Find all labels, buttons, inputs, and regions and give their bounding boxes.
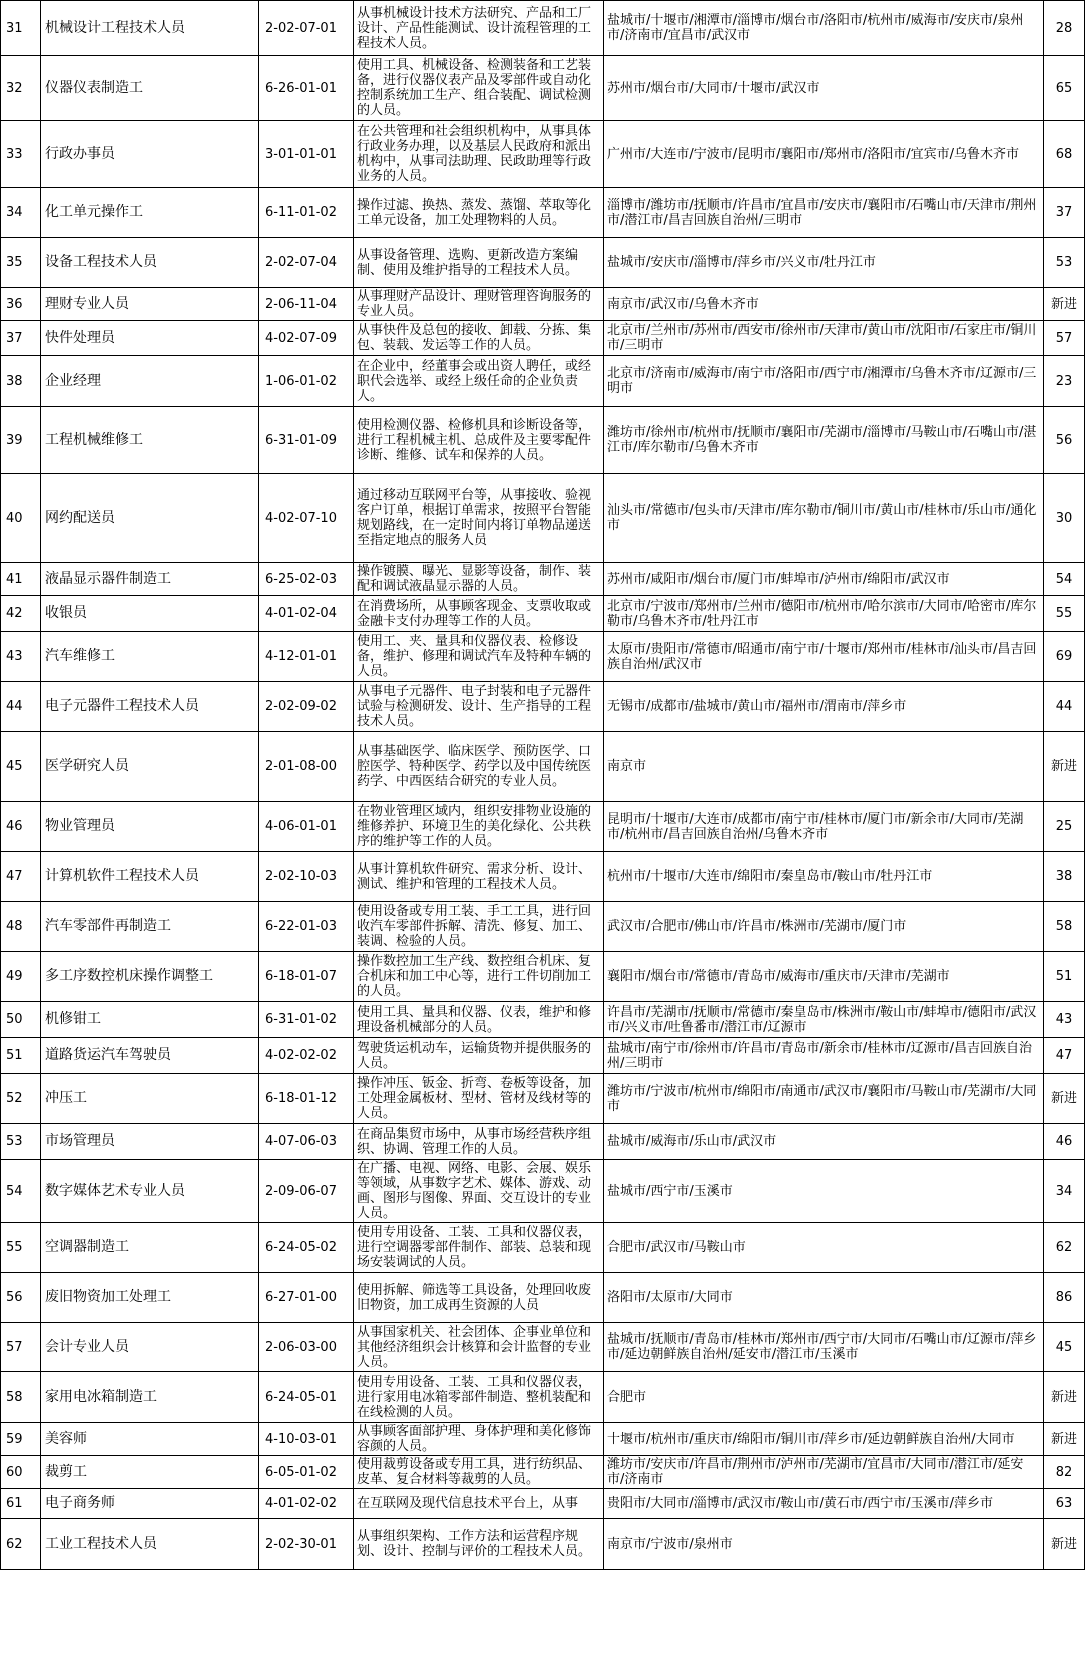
row-number: 43	[1, 632, 41, 682]
table-row	[1, 238, 1085, 288]
occupation-code: 6-25-02-03	[259, 563, 354, 596]
table-row	[1, 1, 1085, 56]
occupation-code: 4-02-02-02	[259, 1038, 354, 1074]
occupation-description: 通过移动互联网平台等，从事接收、验视客户订单，根据订单需求，按照平台智能规划路线，在一定时间内将订单物品递送至指定地点的服务人员	[354, 474, 604, 563]
city-list: 杭州市/十堰市/大连市/绵阳市/秦皇岛市/鞍山市/牡丹江市	[604, 852, 1044, 902]
occupation-description: 使用裁剪设备或专用工具，进行纺织品、皮革、复合材料等裁剪的人员。	[354, 1456, 604, 1489]
occupation-code: 2-02-09-02	[259, 682, 354, 732]
city-list: 贵阳市/大同市/淄博市/武汉市/鞍山市/黄石市/西宁市/玉溪市/萍乡市	[604, 1489, 1044, 1519]
row-number: 48	[1, 902, 41, 952]
rank-value: 55	[1044, 596, 1085, 632]
occupation-name: 电子商务师	[41, 1489, 259, 1519]
occupation-name: 道路货运汽车驾驶员	[41, 1038, 259, 1074]
city-list: 合肥市/武汉市/马鞍山市	[604, 1223, 1044, 1273]
rank-value: 43	[1044, 1002, 1085, 1038]
rank-value: 63	[1044, 1489, 1085, 1519]
occupation-name: 机修钳工	[41, 1002, 259, 1038]
city-list: 苏州市/咸阳市/烟台市/厦门市/蚌埠市/泸州市/绵阳市/武汉市	[604, 563, 1044, 596]
row-number: 34	[1, 188, 41, 238]
city-list: 潍坊市/安庆市/许昌市/荆州市/泸州市/芜湖市/宜昌市/大同市/潜江市/延安市/济南市	[604, 1456, 1044, 1489]
table-row	[1, 952, 1085, 1002]
occupation-code: 2-01-08-00	[259, 732, 354, 802]
row-number: 33	[1, 121, 41, 188]
rank-value: 37	[1044, 188, 1085, 238]
table-row	[1, 852, 1085, 902]
occupation-name: 数字媒体艺术专业人员	[41, 1160, 259, 1223]
occupation-description: 从事快件及总包的接收、卸载、分拣、集包、装载、发运等工作的人员。	[354, 321, 604, 356]
city-list: 淄博市/潍坊市/抚顺市/许昌市/宜昌市/安庆市/襄阳市/石嘴山市/天津市/荆州市/潜江市/昌吉回族自治州/三明市	[604, 188, 1044, 238]
occupation-name: 理财专业人员	[41, 288, 259, 321]
row-number: 56	[1, 1273, 41, 1323]
occupation-description: 从事组织架构、工作方法和运营程序规划、设计、控制与评价的工程技术人员。	[354, 1519, 604, 1570]
occupation-name: 电子元器件工程技术人员	[41, 682, 259, 732]
occupation-name: 会计专业人员	[41, 1323, 259, 1372]
occupation-description: 操作数控加工生产线、数控组合机床、复合机床和加工中心等，进行工件切削加工的人员。	[354, 952, 604, 1002]
city-list: 南京市/武汉市/乌鲁木齐市	[604, 288, 1044, 321]
rank-value: 65	[1044, 56, 1085, 121]
rank-value: 54	[1044, 563, 1085, 596]
occupation-name: 物业管理员	[41, 802, 259, 852]
row-number: 36	[1, 288, 41, 321]
city-list: 盐城市/威海市/乐山市/武汉市	[604, 1124, 1044, 1160]
occupation-code: 4-12-01-01	[259, 632, 354, 682]
occupation-description: 在互联网及现代信息技术平台上，从事	[354, 1489, 604, 1519]
occupation-code: 1-06-01-02	[259, 356, 354, 407]
city-list: 南京市/宁波市/泉州市	[604, 1519, 1044, 1570]
occupation-code: 2-02-30-01	[259, 1519, 354, 1570]
occupation-code: 2-09-06-07	[259, 1160, 354, 1223]
occupation-description: 在商品集贸市场中，从事市场经营秩序组织、协调、管理工作的人员。	[354, 1124, 604, 1160]
occupation-code: 6-31-01-02	[259, 1002, 354, 1038]
occupation-description: 从事设备管理、选购、更新改造方案编制、使用及维护指导的工程技术人员。	[354, 238, 604, 288]
table-row	[1, 356, 1085, 407]
table-row	[1, 56, 1085, 121]
city-list: 潍坊市/徐州市/杭州市/抚顺市/襄阳市/芜湖市/淄博市/马鞍山市/石嘴山市/湛江市/库尔勒市/乌鲁木齐市	[604, 407, 1044, 474]
row-number: 55	[1, 1223, 41, 1273]
table-row	[1, 1160, 1085, 1223]
rank-value: 68	[1044, 121, 1085, 188]
table-row	[1, 596, 1085, 632]
table-row	[1, 121, 1085, 188]
city-list: 盐城市/十堰市/湘潭市/淄博市/烟台市/洛阳市/杭州市/威海市/安庆市/泉州市/济南市/宜昌市/武汉市	[604, 1, 1044, 56]
table-row	[1, 732, 1085, 802]
occupation-code: 6-18-01-07	[259, 952, 354, 1002]
occupation-description: 在广播、电视、网络、电影、会展、娱乐等领域，从事数字艺术、媒体、游戏、动画、图形与图像、界面、交互设计的专业人员。	[354, 1160, 604, 1223]
rank-value: 56	[1044, 407, 1085, 474]
row-number: 51	[1, 1038, 41, 1074]
row-number: 40	[1, 474, 41, 563]
row-number: 58	[1, 1372, 41, 1423]
city-list: 盐城市/抚顺市/青岛市/桂林市/郑州市/西宁市/大同市/石嘴山市/辽源市/萍乡市/延边朝鲜族自治州/延安市/潜江市/玉溪市	[604, 1323, 1044, 1372]
table-row	[1, 288, 1085, 321]
row-number: 31	[1, 1, 41, 56]
rank-value: 86	[1044, 1273, 1085, 1323]
occupation-name: 快件处理员	[41, 321, 259, 356]
city-list: 洛阳市/太原市/大同市	[604, 1273, 1044, 1323]
row-number: 54	[1, 1160, 41, 1223]
occupation-name: 计算机软件工程技术人员	[41, 852, 259, 902]
table-row	[1, 682, 1085, 732]
row-number: 42	[1, 596, 41, 632]
row-number: 61	[1, 1489, 41, 1519]
city-list: 盐城市/西宁市/玉溪市	[604, 1160, 1044, 1223]
rank-value: 28	[1044, 1, 1085, 56]
occupation-name: 废旧物资加工处理工	[41, 1273, 259, 1323]
occupation-name: 设备工程技术人员	[41, 238, 259, 288]
city-list: 南京市	[604, 732, 1044, 802]
occupation-code: 4-01-02-04	[259, 596, 354, 632]
rank-value: 30	[1044, 474, 1085, 563]
row-number: 62	[1, 1519, 41, 1570]
table-row	[1, 407, 1085, 474]
occupation-name: 企业经理	[41, 356, 259, 407]
rank-value: 82	[1044, 1456, 1085, 1489]
rank-value: 34	[1044, 1160, 1085, 1223]
occupation-description: 从事机械设计技术方法研究、产品和工厂设计、产品性能测试、设计流程管理的工程技术人员。	[354, 1, 604, 56]
occupation-description: 使用设备或专用工装、手工工具，进行回收汽车零部件拆解、清洗、修复、加工、装调、检验的人员。	[354, 902, 604, 952]
rank-value: 62	[1044, 1223, 1085, 1273]
occupation-name: 美容师	[41, 1423, 259, 1456]
rank-value: 23	[1044, 356, 1085, 407]
city-list: 昆明市/十堰市/大连市/成都市/南宁市/桂林市/厦门市/新余市/大同市/芜湖市/杭州市/昌吉回族自治州/乌鲁木齐市	[604, 802, 1044, 852]
city-list: 北京市/宁波市/郑州市/兰州市/德阳市/杭州市/哈尔滨市/大同市/哈密市/库尔勒市/乌鲁木齐市/牡丹江市	[604, 596, 1044, 632]
occupation-name: 工业工程技术人员	[41, 1519, 259, 1570]
occupation-code: 4-02-07-09	[259, 321, 354, 356]
occupation-description: 从事计算机软件研究、需求分析、设计、测试、维护和管理的工程技术人员。	[354, 852, 604, 902]
occupation-code: 6-18-01-12	[259, 1074, 354, 1124]
row-number: 44	[1, 682, 41, 732]
occupation-description: 使用工具、机械设备、检测装备和工艺装备，进行仪器仪表产品及零部件或自动化控制系统加工生产、组合装配、调试检测的人员。	[354, 56, 604, 121]
table-row	[1, 1273, 1085, 1323]
occupation-code: 4-10-03-01	[259, 1423, 354, 1456]
row-number: 37	[1, 321, 41, 356]
city-list: 太原市/贵阳市/常德市/昭通市/南宁市/十堰市/郑州市/桂林市/汕头市/昌吉回族自治州/武汉市	[604, 632, 1044, 682]
row-number: 45	[1, 732, 41, 802]
city-list: 襄阳市/烟台市/常德市/青岛市/威海市/重庆市/天津市/芜湖市	[604, 952, 1044, 1002]
occupation-name: 汽车零部件再制造工	[41, 902, 259, 952]
occupation-description: 操作镀膜、曝光、显影等设备，制作、装配和调试液晶显示器的人员。	[354, 563, 604, 596]
row-number: 32	[1, 56, 41, 121]
occupation-code: 2-06-11-04	[259, 288, 354, 321]
rank-value: 新进	[1044, 1519, 1085, 1570]
occupation-name: 市场管理员	[41, 1124, 259, 1160]
occupation-code: 4-06-01-01	[259, 802, 354, 852]
occupation-description: 在公共管理和社会组织机构中，从事具体行政业务办理，以及基层人民政府和派出机构中，从事司法助理、民政助理等行政业务的人员。	[354, 121, 604, 188]
rank-value: 新进	[1044, 1074, 1085, 1124]
table-row	[1, 321, 1085, 356]
table-row	[1, 632, 1085, 682]
rank-value: 新进	[1044, 1423, 1085, 1456]
city-list: 合肥市	[604, 1372, 1044, 1423]
row-number: 41	[1, 563, 41, 596]
table-row	[1, 1372, 1085, 1423]
city-list: 武汉市/合肥市/佛山市/许昌市/株洲市/芜湖市/厦门市	[604, 902, 1044, 952]
row-number: 49	[1, 952, 41, 1002]
occupation-description: 在企业中，经董事会或出资人聘任，或经职代会选举、或经上级任命的企业负责人。	[354, 356, 604, 407]
table-row	[1, 1456, 1085, 1489]
row-number: 59	[1, 1423, 41, 1456]
city-list: 北京市/兰州市/苏州市/西安市/徐州市/天津市/黄山市/沈阳市/石家庄市/铜川市/三明市	[604, 321, 1044, 356]
row-number: 38	[1, 356, 41, 407]
city-list: 盐城市/南宁市/徐州市/许昌市/青岛市/新余市/桂林市/辽源市/昌吉回族自治州/三明市	[604, 1038, 1044, 1074]
occupation-name: 家用电冰箱制造工	[41, 1372, 259, 1423]
occupation-name: 机械设计工程技术人员	[41, 1, 259, 56]
occupation-description: 使用工、夹、量具和仪器仪表、检修设备，维护、修理和调试汽车及特种车辆的人员。	[354, 632, 604, 682]
occupation-description: 从事基础医学、临床医学、预防医学、口腔医学、特种医学、药学以及中国传统医药学、中西医结合研究的专业人员。	[354, 732, 604, 802]
occupation-code: 6-22-01-03	[259, 902, 354, 952]
rank-value: 57	[1044, 321, 1085, 356]
rank-value: 45	[1044, 1323, 1085, 1372]
occupation-name: 裁剪工	[41, 1456, 259, 1489]
rank-value: 51	[1044, 952, 1085, 1002]
table-row	[1, 563, 1085, 596]
city-list: 无锡市/成都市/盐城市/黄山市/福州市/渭南市/萍乡市	[604, 682, 1044, 732]
city-list: 汕头市/常德市/包头市/天津市/库尔勒市/铜川市/黄山市/桂林市/乐山市/通化市	[604, 474, 1044, 563]
table-row	[1, 1038, 1085, 1074]
table-row	[1, 1074, 1085, 1124]
table-body	[1, 1, 1085, 1570]
row-number: 39	[1, 407, 41, 474]
rank-value: 53	[1044, 238, 1085, 288]
occupation-name: 仪器仪表制造工	[41, 56, 259, 121]
occupation-code: 6-27-01-00	[259, 1273, 354, 1323]
occupation-code: 6-11-01-02	[259, 188, 354, 238]
row-number: 47	[1, 852, 41, 902]
table-row	[1, 188, 1085, 238]
occupation-description: 使用拆解、筛选等工具设备，处理回收废旧物资，加工成再生资源的人员	[354, 1273, 604, 1323]
city-list: 潍坊市/宁波市/杭州市/绵阳市/南通市/武汉市/襄阳市/马鞍山市/芜湖市/大同市	[604, 1074, 1044, 1124]
occupation-code: 6-26-01-01	[259, 56, 354, 121]
rank-value: 新进	[1044, 732, 1085, 802]
occupation-code: 4-07-06-03	[259, 1124, 354, 1160]
row-number: 46	[1, 802, 41, 852]
occupation-code: 2-02-07-01	[259, 1, 354, 56]
rank-value: 69	[1044, 632, 1085, 682]
row-number: 50	[1, 1002, 41, 1038]
occupation-name: 工程机械维修工	[41, 407, 259, 474]
city-list: 苏州市/烟台市/大同市/十堰市/武汉市	[604, 56, 1044, 121]
row-number: 52	[1, 1074, 41, 1124]
occupation-code: 6-24-05-02	[259, 1223, 354, 1273]
occupation-description: 操作冲压、钣金、折弯、卷板等设备，加工处理金属板材、型材、管材及线材等的人员。	[354, 1074, 604, 1124]
occupation-name: 化工单元操作工	[41, 188, 259, 238]
occupation-name: 收银员	[41, 596, 259, 632]
rank-value: 44	[1044, 682, 1085, 732]
city-list: 盐城市/安庆市/淄博市/萍乡市/兴义市/牡丹江市	[604, 238, 1044, 288]
rank-value: 38	[1044, 852, 1085, 902]
occupation-description: 操作过滤、换热、蒸发、蒸馏、萃取等化工单元设备，加工处理物料的人员。	[354, 188, 604, 238]
row-number: 35	[1, 238, 41, 288]
rank-value: 58	[1044, 902, 1085, 952]
occupation-description: 在物业管理区域内，组织安排物业设施的维修养护、环境卫生的美化绿化、公共秩序的维护等工作的人员。	[354, 802, 604, 852]
table-row	[1, 1423, 1085, 1456]
occupation-description: 使用检测仪器、检修机具和诊断设备等，进行工程机械主机、总成件及主要零配件诊断、维修、试车和保养的人员。	[354, 407, 604, 474]
rank-value: 新进	[1044, 1372, 1085, 1423]
row-number: 53	[1, 1124, 41, 1160]
rank-value: 46	[1044, 1124, 1085, 1160]
table-row	[1, 902, 1085, 952]
occupation-description: 驾驶货运机动车，运输货物并提供服务的人员。	[354, 1038, 604, 1074]
occupation-code: 4-02-07-10	[259, 474, 354, 563]
table-row	[1, 474, 1085, 563]
occupation-description: 使用专用设备、工装、工具和仪器仪表，进行空调器零部件制作、部装、总装和现场安装调试的人员。	[354, 1223, 604, 1273]
occupation-code: 2-02-07-04	[259, 238, 354, 288]
table-row	[1, 1223, 1085, 1273]
occupation-description: 从事理财产品设计、理财管理咨询服务的专业人员。	[354, 288, 604, 321]
table-row	[1, 1489, 1085, 1519]
occupation-code: 6-31-01-09	[259, 407, 354, 474]
occupation-name: 多工序数控机床操作调整工	[41, 952, 259, 1002]
occupation-code: 2-02-10-03	[259, 852, 354, 902]
occupation-code: 6-05-01-02	[259, 1456, 354, 1489]
city-list: 广州市/大连市/宁波市/昆明市/襄阳市/郑州市/洛阳市/宜宾市/乌鲁木齐市	[604, 121, 1044, 188]
occupation-name: 液晶显示器件制造工	[41, 563, 259, 596]
table-row	[1, 1519, 1085, 1570]
rank-value: 新进	[1044, 288, 1085, 321]
row-number: 60	[1, 1456, 41, 1489]
table-row	[1, 802, 1085, 852]
occupation-name: 冲压工	[41, 1074, 259, 1124]
occupation-name: 空调器制造工	[41, 1223, 259, 1273]
occupation-code: 4-01-02-02	[259, 1489, 354, 1519]
table-row	[1, 1002, 1085, 1038]
occupation-name: 医学研究人员	[41, 732, 259, 802]
city-list: 许昌市/芜湖市/抚顺市/常德市/秦皇岛市/株洲市/鞍山市/蚌埠市/德阳市/武汉市/兴义市/吐鲁番市/潜江市/辽源市	[604, 1002, 1044, 1038]
occupation-description: 从事顾客面部护理、身体护理和美化修饰容颜的人员。	[354, 1423, 604, 1456]
occupation-code: 2-06-03-00	[259, 1323, 354, 1372]
occupation-name: 行政办事员	[41, 121, 259, 188]
occupation-description: 从事电子元器件、电子封装和电子元器件试验与检测研发、设计、生产指导的工程技术人员。	[354, 682, 604, 732]
city-list: 北京市/济南市/威海市/南宁市/洛阳市/西宁市/湘潭市/乌鲁木齐市/辽源市/三明市	[604, 356, 1044, 407]
occupation-description: 使用专用设备、工装、工具和仪器仪表，进行家用电冰箱零部件制造、整机装配和在线检测的人员。	[354, 1372, 604, 1423]
occupation-description: 使用工具、量具和仪器、仪表，维护和修理设备机械部分的人员。	[354, 1002, 604, 1038]
occupation-code: 6-24-05-01	[259, 1372, 354, 1423]
occupation-description: 从事国家机关、社会团体、企事业单位和其他经济组织会计核算和会计监督的专业人员。	[354, 1323, 604, 1372]
row-number: 57	[1, 1323, 41, 1372]
occupation-name: 汽车维修工	[41, 632, 259, 682]
occupation-code: 3-01-01-01	[259, 121, 354, 188]
occupation-description: 在消费场所，从事顾客现金、支票收取或金融卡支付办理等工作的人员。	[354, 596, 604, 632]
rank-value: 47	[1044, 1038, 1085, 1074]
occupation-name: 网约配送员	[41, 474, 259, 563]
city-list: 十堰市/杭州市/重庆市/绵阳市/铜川市/萍乡市/延边朝鲜族自治州/大同市	[604, 1423, 1044, 1456]
table-row	[1, 1323, 1085, 1372]
rank-value: 25	[1044, 802, 1085, 852]
table-row	[1, 1124, 1085, 1160]
